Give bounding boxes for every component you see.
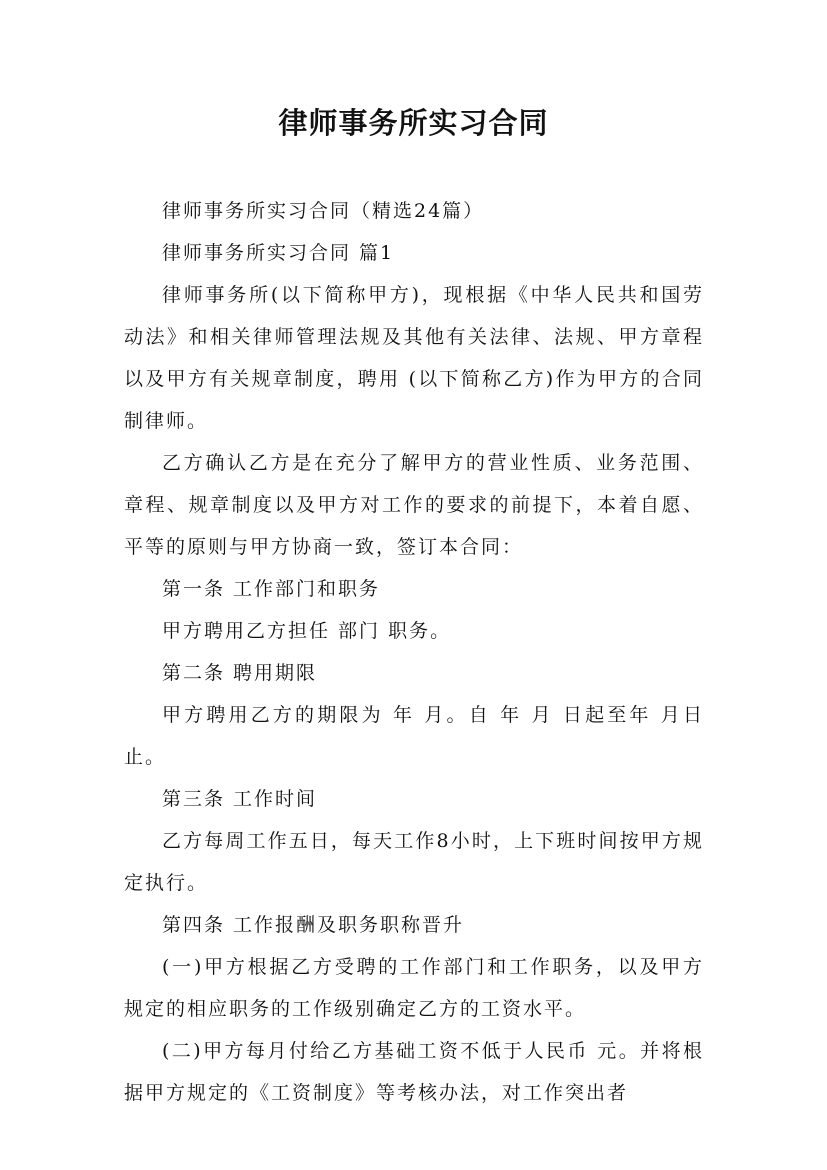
article-2-text: 甲方聘用乙方的期限为 年 月。自 年 月 日起至年 月日止。 (124, 704, 704, 768)
paragraph-confirmation: 乙方确认乙方是在充分了解甲方的营业性质、业务范围、章程、规章制度以及甲方对工作的要求的前提下，本着自愿、平等的原则与甲方协商一致，签订本合同： (124, 452, 704, 558)
article-1-heading: 第一条 工作部门和职务 (162, 578, 381, 600)
document-body (124, 190, 704, 1114)
article-3-text: 乙方每周工作五日，每天工作8小时，上下班时间按甲方规定执行。 (124, 830, 704, 894)
article-1-text: 甲方聘用乙方担任 部门 职务。 (162, 620, 452, 642)
paragraph-subtitle: 律师事务所实习合同（精选24篇） (162, 200, 485, 222)
article-2-heading: 第二条 聘用期限 (162, 662, 318, 684)
paragraph-intro: 律师事务所(以下简称甲方)，现根据《中华人民共和国劳动法》和相关律师管理法规及其他有关法律、法规、甲方章程以及甲方有关规章制度，聘用 (以下简称乙方)作为甲方的合同制律师。 (124, 284, 704, 432)
article-4-clause-1: (一)甲方根据乙方受聘的工作部门和工作职务，以及甲方规定的相应职务的工作级别确定乙方的工资水平。 (124, 956, 704, 1020)
paragraph-section-heading: 律师事务所实习合同 篇1 (162, 242, 395, 264)
article-4-clause-2: (二)甲方每月付给乙方基础工资不低于人民币 元。并将根据甲方规定的《工资制度》等考核办法，对工作突出者 (124, 1040, 704, 1104)
article-4-heading: 第四条 工作报酬及职务职称晋升 (162, 914, 465, 936)
document-title: 律师事务所实习合同 (278, 106, 549, 140)
article-3-heading: 第三条 工作时间 (162, 788, 318, 810)
